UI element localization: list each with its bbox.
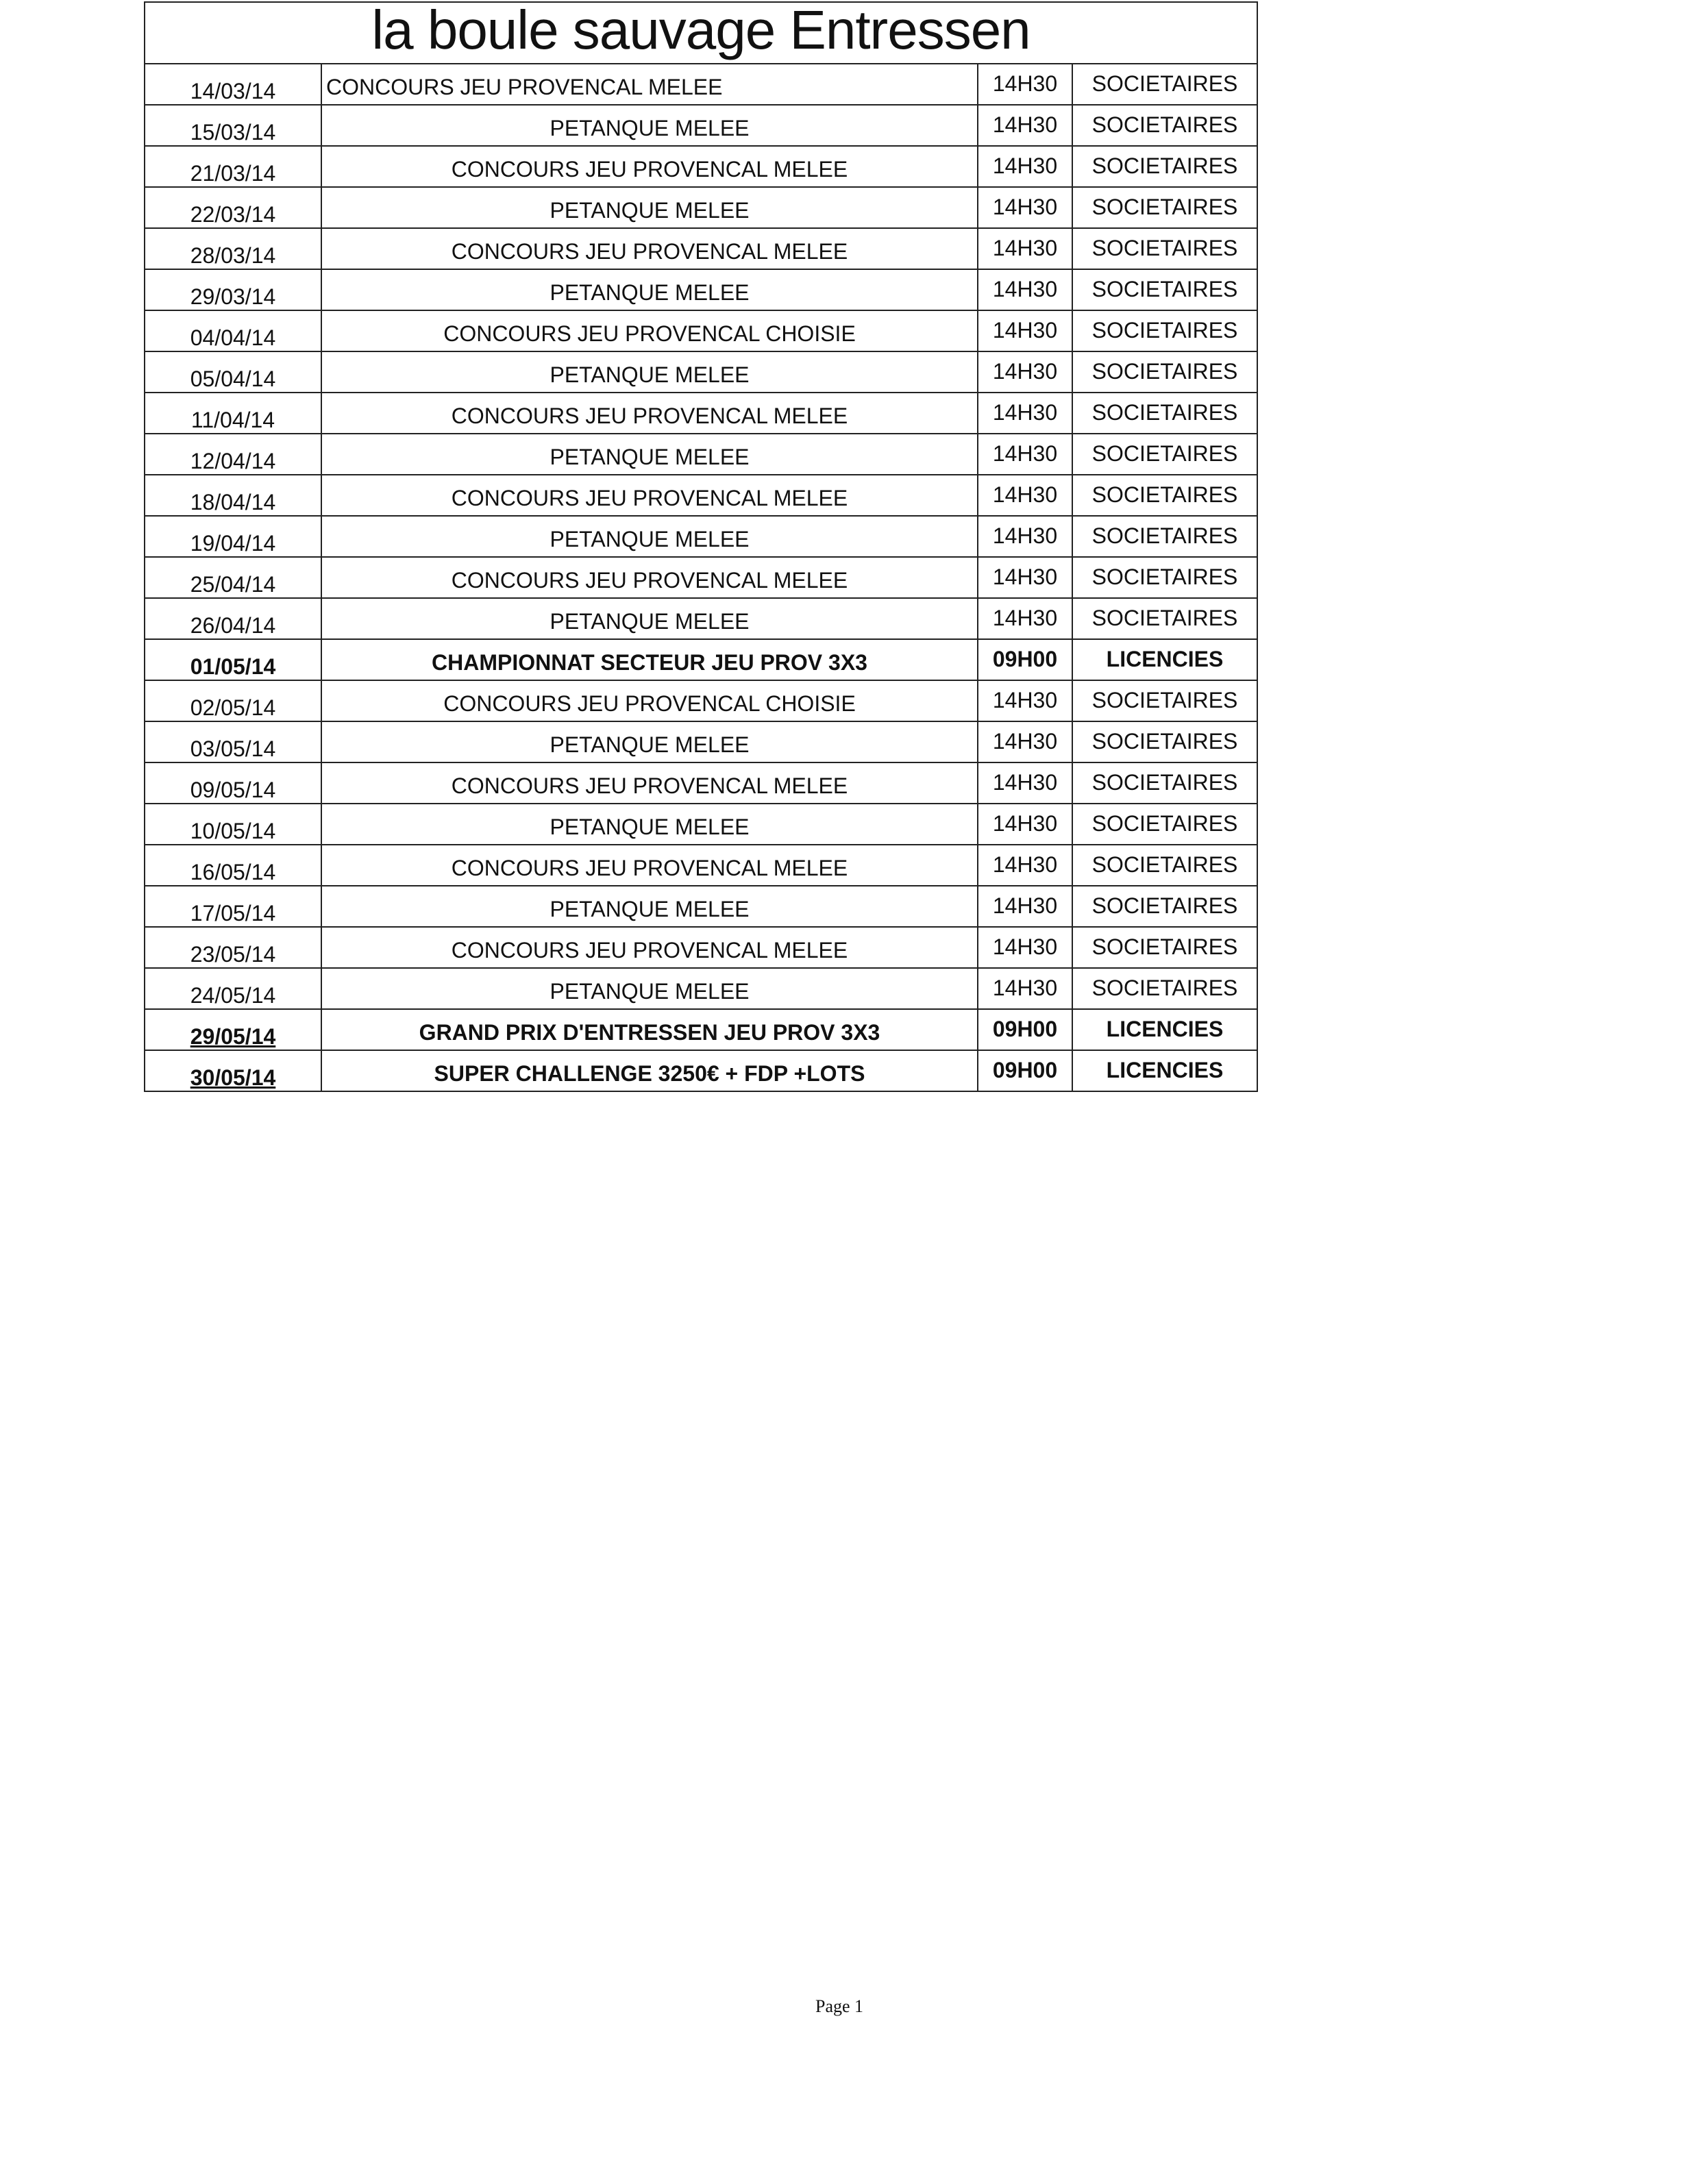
- category-cell: SOCIETAIRES: [1091, 893, 1238, 918]
- time-cell: 14H30: [978, 681, 1073, 721]
- date-cell: 23/05/14: [145, 928, 322, 967]
- date-cell: 09/05/14: [145, 763, 322, 803]
- date-cell: 25/04/14: [145, 558, 322, 597]
- time-cell: 14H30: [978, 188, 1073, 227]
- date-cell: 29/05/14: [145, 1010, 322, 1050]
- event-cell: PETANQUE MELEE: [322, 188, 978, 227]
- event-cell: PETANQUE MELEE: [322, 270, 978, 310]
- event-cell: PETANQUE MELEE: [322, 722, 978, 762]
- category-cell: SOCIETAIRES: [1091, 728, 1238, 754]
- date-cell: 02/05/14: [145, 681, 322, 721]
- category-cell: SOCIETAIRES: [1091, 605, 1238, 630]
- time-cell: 14H30: [978, 475, 1073, 515]
- table-row: [145, 1051, 1257, 1091]
- event-cell: CONCOURS JEU PROVENCAL MELEE: [322, 64, 978, 104]
- time-cell: 14H30: [978, 147, 1073, 186]
- time-cell: 14H30: [978, 352, 1073, 392]
- category-cell: SOCIETAIRES: [1091, 440, 1238, 466]
- date-cell: 03/05/14: [145, 722, 322, 762]
- time-cell: 14H30: [978, 886, 1073, 926]
- time-cell: 14H30: [978, 106, 1073, 145]
- event-cell: CONCOURS JEU PROVENCAL MELEE: [322, 393, 978, 433]
- document-title: la boule sauvage Entressen: [371, 0, 1030, 60]
- date-cell: 17/05/14: [145, 886, 322, 926]
- time-cell: 14H30: [978, 393, 1073, 433]
- event-cell: CONCOURS JEU PROVENCAL MELEE: [322, 763, 978, 803]
- event-cell: PETANQUE MELEE: [322, 106, 978, 145]
- time-cell: 09H00: [978, 640, 1073, 680]
- category-cell: SOCIETAIRES: [1091, 523, 1238, 548]
- date-cell: 18/04/14: [145, 475, 322, 515]
- table-row: [145, 517, 1257, 558]
- event-cell: CONCOURS JEU PROVENCAL CHOISIE: [322, 681, 978, 721]
- category-cell: SOCIETAIRES: [1091, 934, 1238, 959]
- table-row: [145, 886, 1257, 928]
- page-number: Page 1: [815, 1996, 864, 2016]
- category-cell: SOCIETAIRES: [1091, 317, 1238, 343]
- date-cell: 12/04/14: [145, 434, 322, 474]
- date-cell: 01/05/14: [145, 640, 322, 680]
- category-cell: SOCIETAIRES: [1091, 71, 1238, 96]
- date-cell: 11/04/14: [145, 393, 322, 433]
- event-cell: CONCOURS JEU PROVENCAL MELEE: [322, 147, 978, 186]
- event-cell: CONCOURS JEU PROVENCAL MELEE: [322, 229, 978, 269]
- event-cell: CONCOURS JEU PROVENCAL MELEE: [322, 928, 978, 967]
- category-cell: SOCIETAIRES: [1091, 194, 1238, 219]
- table-row: [145, 928, 1257, 969]
- date-cell: 22/03/14: [145, 188, 322, 227]
- table-row: [145, 763, 1257, 804]
- category-cell: SOCIETAIRES: [1091, 358, 1238, 384]
- event-cell: PETANQUE MELEE: [322, 352, 978, 392]
- table-row: [145, 969, 1257, 1010]
- table-row: [145, 640, 1257, 681]
- date-cell: 21/03/14: [145, 147, 322, 186]
- table-row: [145, 722, 1257, 763]
- time-cell: 14H30: [978, 270, 1073, 310]
- category-cell: SOCIETAIRES: [1091, 276, 1238, 301]
- table-row: [145, 434, 1257, 475]
- time-cell: 09H00: [978, 1051, 1073, 1091]
- time-cell: 14H30: [978, 434, 1073, 474]
- category-cell: SOCIETAIRES: [1091, 687, 1238, 712]
- date-cell: 14/03/14: [145, 64, 322, 104]
- time-cell: 14H30: [978, 928, 1073, 967]
- table-row: [145, 188, 1257, 229]
- date-cell: 04/04/14: [145, 311, 322, 351]
- category-cell: SOCIETAIRES: [1091, 482, 1238, 507]
- table-row: [145, 845, 1257, 886]
- date-cell: 28/03/14: [145, 229, 322, 269]
- table-row: [145, 599, 1257, 640]
- table-row: [145, 106, 1257, 147]
- event-cell: PETANQUE MELEE: [322, 969, 978, 1008]
- category-cell: SOCIETAIRES: [1091, 975, 1238, 1000]
- date-cell: 29/03/14: [145, 270, 322, 310]
- category-cell: LICENCIES: [1106, 646, 1224, 671]
- event-cell: PETANQUE MELEE: [322, 886, 978, 926]
- table-row: [145, 64, 1257, 106]
- category-cell: SOCIETAIRES: [1091, 399, 1238, 425]
- event-cell: PETANQUE MELEE: [322, 804, 978, 844]
- table-row: [145, 147, 1257, 188]
- date-cell: 24/05/14: [145, 969, 322, 1008]
- event-cell: CHAMPIONNAT SECTEUR JEU PROV 3X3: [322, 640, 978, 680]
- time-cell: 14H30: [978, 845, 1073, 885]
- schedule-table: [144, 1, 1258, 1092]
- table-row: [145, 352, 1257, 393]
- category-cell: SOCIETAIRES: [1091, 564, 1238, 589]
- event-cell: GRAND PRIX D'ENTRESSEN JEU PROV 3X3: [322, 1010, 978, 1050]
- table-row: [145, 475, 1257, 517]
- category-cell: LICENCIES: [1106, 1016, 1224, 1041]
- category-cell: LICENCIES: [1106, 1057, 1224, 1082]
- time-cell: 14H30: [978, 517, 1073, 556]
- table-row: [145, 229, 1257, 270]
- time-cell: 14H30: [978, 229, 1073, 269]
- time-cell: 09H00: [978, 1010, 1073, 1050]
- time-cell: 14H30: [978, 804, 1073, 844]
- event-cell: CONCOURS JEU PROVENCAL MELEE: [322, 558, 978, 597]
- category-cell: SOCIETAIRES: [1091, 769, 1238, 795]
- table-row: [145, 558, 1257, 599]
- date-cell: 10/05/14: [145, 804, 322, 844]
- table-row: [145, 393, 1257, 434]
- event-cell: CONCOURS JEU PROVENCAL CHOISIE: [322, 311, 978, 351]
- date-cell: 16/05/14: [145, 845, 322, 885]
- category-cell: SOCIETAIRES: [1091, 112, 1238, 137]
- time-cell: 14H30: [978, 64, 1073, 104]
- time-cell: 14H30: [978, 763, 1073, 803]
- event-cell: SUPER CHALLENGE 3250€ + FDP +LOTS: [322, 1051, 978, 1091]
- event-cell: CONCOURS JEU PROVENCAL MELEE: [322, 845, 978, 885]
- date-cell: 26/04/14: [145, 599, 322, 638]
- category-cell: SOCIETAIRES: [1091, 810, 1238, 836]
- time-cell: 14H30: [978, 558, 1073, 597]
- table-row: [145, 270, 1257, 311]
- date-cell: 05/04/14: [145, 352, 322, 392]
- category-cell: SOCIETAIRES: [1091, 852, 1238, 877]
- time-cell: 14H30: [978, 311, 1073, 351]
- date-cell: 15/03/14: [145, 106, 322, 145]
- date-cell: 30/05/14: [145, 1051, 322, 1091]
- event-cell: PETANQUE MELEE: [322, 599, 978, 638]
- table-row: [145, 1010, 1257, 1051]
- time-cell: 14H30: [978, 599, 1073, 638]
- time-cell: 14H30: [978, 722, 1073, 762]
- date-cell: 19/04/14: [145, 517, 322, 556]
- category-cell: SOCIETAIRES: [1091, 153, 1238, 178]
- event-cell: PETANQUE MELEE: [322, 434, 978, 474]
- table-row: [145, 311, 1257, 352]
- category-cell: SOCIETAIRES: [1091, 235, 1238, 260]
- event-cell: PETANQUE MELEE: [322, 517, 978, 556]
- title-row: [145, 0, 1257, 64]
- event-cell: CONCOURS JEU PROVENCAL MELEE: [322, 475, 978, 515]
- table-row: [145, 804, 1257, 845]
- time-cell: 14H30: [978, 969, 1073, 1008]
- table-row: [145, 681, 1257, 722]
